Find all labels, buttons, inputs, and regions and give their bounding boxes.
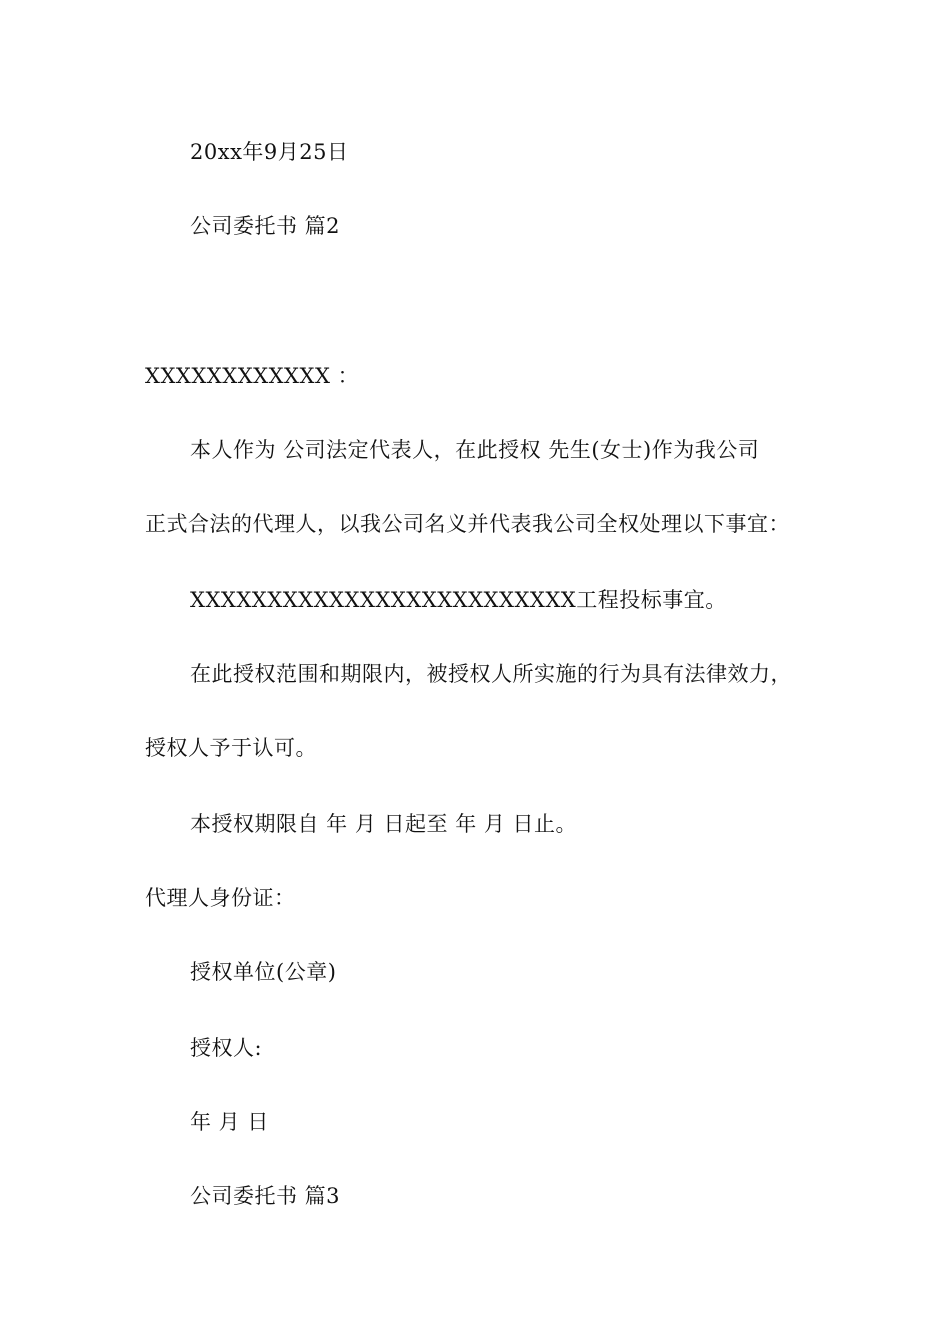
section-heading-3: 公司委托书 篇3: [190, 1184, 341, 1208]
authorized-matter: XXXXXXXXXXXXXXXXXXXXXXXXX工程投标事宜。: [190, 588, 727, 612]
grantor-label: 授权人:: [190, 1036, 263, 1060]
paragraph-validity-line-1: 在此授权范围和期限内，被授权人所实施的行为具有法律效力，: [190, 662, 792, 686]
paragraph-authorization-line-2: 正式合法的代理人，以我公司名义并代表我公司全权处理以下事宜：: [145, 512, 790, 536]
signature-date: 年 月 日: [190, 1110, 269, 1134]
agent-id-label: 代理人身份证：: [145, 886, 296, 910]
date-line: 20xx年9月25日: [190, 140, 349, 164]
addressee: XXXXXXXXXXXX ：: [145, 364, 360, 388]
grantor-unit-label: 授权单位(公章): [190, 960, 337, 984]
paragraph-authorization-line-1: 本人作为 公司法定代表人，在此授权 先生(女士)作为我公司: [190, 438, 760, 462]
paragraph-validity-line-2: 授权人予于认可。: [145, 736, 317, 760]
section-heading-2: 公司委托书 篇2: [190, 214, 341, 238]
authorization-period: 本授权期限自 年 月 日起至 年 月 日止。: [190, 812, 578, 836]
